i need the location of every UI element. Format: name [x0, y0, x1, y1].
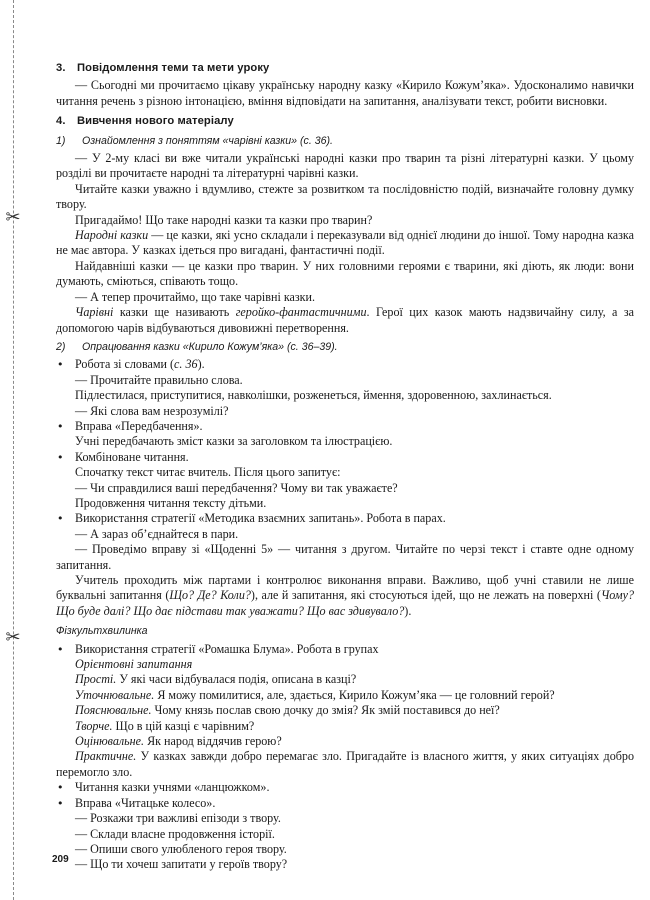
question: Пояснювальне. Чому князь послав свою дочку до змія? Як змій поставився до неї? [75, 703, 500, 718]
bullet-item: • Комбіноване читання. [56, 450, 634, 465]
paragraph: Чарівні казки ще називають геройко-фантастичними. Герої цих казок мають надзвичайну силу, а за допомогою чарів відбуваються дивовижні перетворення. [56, 305, 634, 335]
cut-line [13, 0, 14, 900]
bullet-item: • Вправа «Читацьке колесо». [56, 796, 634, 811]
question: Творче. Що в цій казці є чарівним? [75, 718, 255, 733]
term: Народні казки [75, 228, 149, 243]
section-heading-4: 4. Вивчення нового матеріалу [56, 114, 634, 129]
line: — Які слова вам незрозумілі? [75, 403, 229, 418]
term: геройко-фантастичними [235, 305, 367, 320]
question: Уточнювальне. Я можу помилитися, але, здається, Кирило Кожум’яка — це головний герой? [75, 687, 555, 702]
bullet-item: • Використання стратегії «Ромашка Блума». Робота в групах [56, 642, 634, 657]
line: — А зараз об’єднайтеся в пари. [75, 526, 239, 541]
section-heading-3: 3. Повідомлення теми та мети уроку [56, 61, 634, 76]
paragraph: — У 2-му класі ви вже читали українські народні казки про тварин та різні літературні казки. У цьому розділі ви прочитаєте народні та літературні чарівні казки. [56, 151, 634, 181]
line: — Чи справдилися ваші передбачення? Чому ви так уважаєте? [75, 480, 398, 495]
question: Оцінювальне. Як народ віддячив герою? [75, 734, 282, 749]
section-title: Вивчення нового матеріалу [77, 115, 234, 128]
fizkult-heading: Фізкультхвилинка [56, 625, 148, 638]
line: Орієнтовні запитання [75, 657, 193, 672]
paragraph: — Проведімо вправу зі «Щоденні 5» — читання з другом. Читайте по черзі текст і ставте одне одному запитання. [56, 542, 634, 572]
page-number: 209 [52, 854, 69, 865]
line: — Склади власне продовження історії. [75, 826, 275, 841]
question: Практичне. У казках завжди добро перемагає зло. Пригадайте із власного життя, у яких ситуаціях добро перемогло зло. [56, 749, 634, 779]
bullet-item: • Використання стратегії «Методика взаємних запитань». Робота в парах. [56, 511, 634, 526]
paragraph: — А тепер прочитаймо, що таке чарівні казки. [75, 289, 316, 304]
line: Підлестилася, приступитися, навколішки, розженеться, ймення, здоровенною, захлинається. [75, 388, 552, 403]
scissors-icon: ✂ [5, 207, 21, 228]
subsection-heading-1: 1) Ознайомлення з поняттям «чарівні казки» (с. 36). [56, 134, 634, 149]
subsection-title: Ознайомлення з поняттям «чарівні казки» (с. 36). [82, 134, 333, 147]
question: Прості. У які часи відбувалася подія, описана в казці? [75, 672, 357, 687]
section-title: Повідомлення теми та мети уроку [77, 62, 270, 74]
subsection-heading-2: 2) Опрацювання казки «Кирило Кожум’яка» (с. 36–39). [56, 340, 634, 355]
line: — Опиши свого улюбленого героя твору. [75, 841, 287, 856]
line: — Що ти хочеш запитати у героїв твору? [75, 857, 288, 872]
paragraph: Пригадаймо! Що таке народні казки та казки про тварин? [75, 212, 373, 227]
line: Спочатку текст читає вчитель. Після цього запитує: [75, 465, 341, 480]
paragraph: — Сьогодні ми прочитаємо цікаву українську народну казку «Кирило Кожум’яка». Удосконалимо навички читання речень з різною інтонацією, вміння відповідати на запитання, аналізувати текст, робити висновки. [56, 78, 634, 108]
bullet-item: • Робота зі словами (с. 36). [56, 357, 634, 372]
page-content [56, 57, 634, 873]
subsection-title: Опрацювання казки «Кирило Кожум’яка» (с. 36–39). [82, 340, 338, 353]
term: Чарівні [75, 305, 114, 320]
line: — Розкажи три важливі епізоди з твору. [75, 811, 281, 826]
line: Учні передбачають зміст казки за заголовком та ілюстрацією. [75, 434, 393, 449]
bullet-item: • Читання казки учнями «ланцюжком». [56, 780, 634, 795]
paragraph: Читайте казки уважно і вдумливо, стежте за розвитком та послідовністю подій, визначайте головну думку твору. [56, 181, 634, 212]
line: Продовження читання тексту дітьми. [75, 495, 267, 510]
paragraph: Учитель проходить між партами і контролює виконання вправи. Важливо, щоб учні ставили не лише буквальні запитання (Що? Де? Коли?), але й запитання, які стосуються ідей, що не лежать на поверхні (Чому? Що буде далі? Що дає підстави так уважати? Що вас здивувало?). [56, 573, 635, 618]
paragraph: Народні казки — це казки, які усно складали і переказували від однієї людини до іншої. Тому народна казка не має автора. У казках ідеться про вигадані, фантастичні події. [56, 228, 634, 258]
line: — Прочитайте правильно слова. [75, 372, 243, 387]
bullet-item: • Вправа «Передбачення». [56, 419, 634, 434]
scissors-icon: ✂ [5, 627, 21, 648]
paragraph: Найдавніші казки — це казки про тварин. У них головними героями є тварини, які діють, як люди: вони думають, сміються, співають тощо. [56, 258, 634, 289]
